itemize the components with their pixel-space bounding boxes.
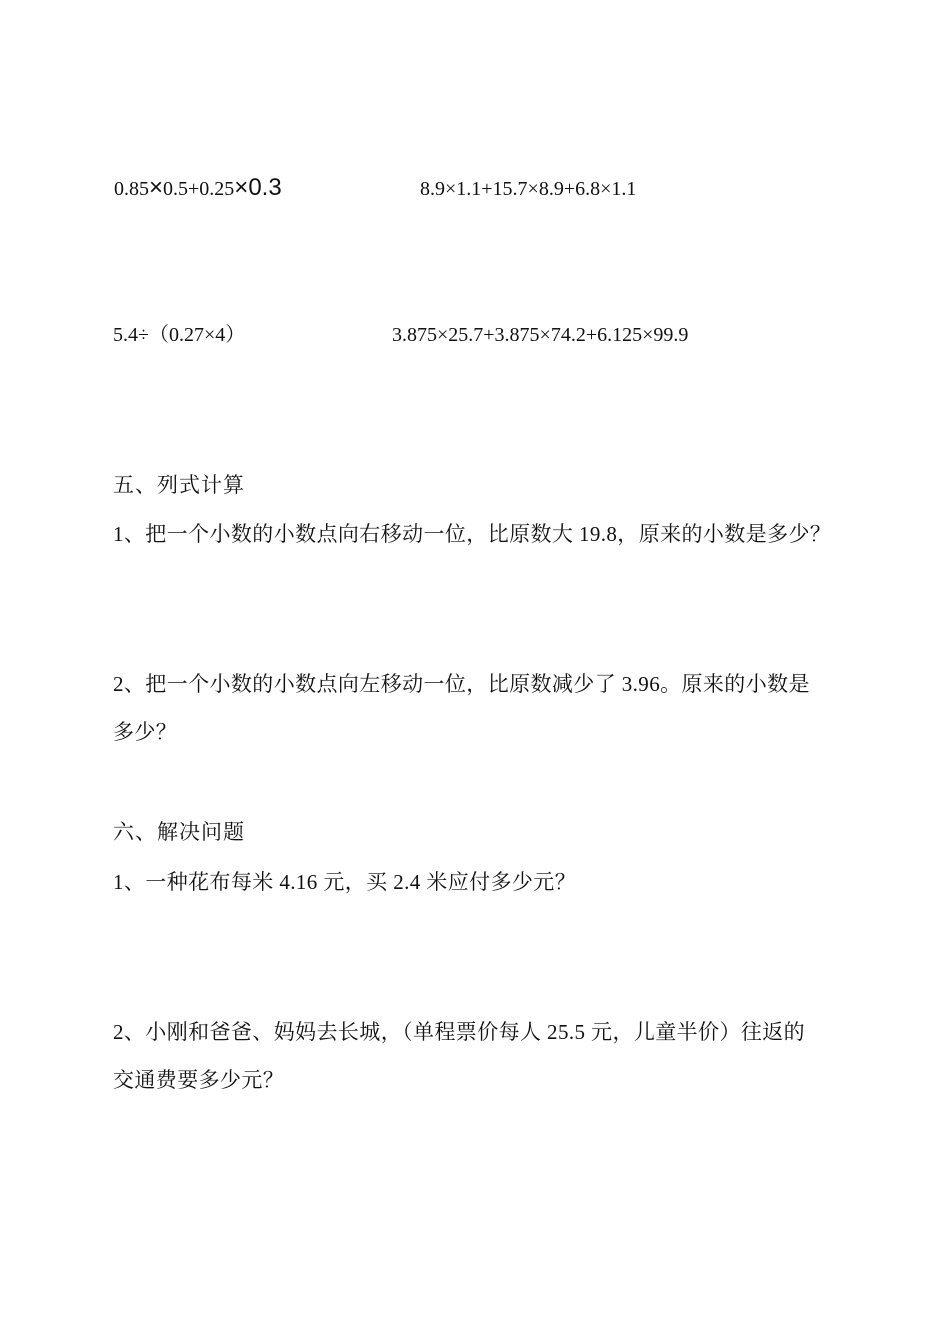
- expression-3: 5.4÷（0.27×4）: [113, 324, 246, 346]
- expression-1-part-1: 0.85: [114, 178, 149, 200]
- section-5-question-2-line-1: 2、把一个小数的小数点向左移动一位，比原数减少了 3.96。原来的小数是: [113, 672, 810, 696]
- section-5-question-1: 1、把一个小数的小数点向右移动一位，比原数大 19.8，原来的小数是多少？: [113, 522, 832, 546]
- expression-1-part-3: 0.5+0.25: [163, 178, 235, 200]
- section-5-heading: 五、列式计算: [113, 473, 245, 497]
- section-6-question-1: 1、一种花布每米 4.16 元，买 2.4 米应付多少元？: [113, 870, 577, 894]
- section-6-heading: 六、解决问题: [113, 820, 245, 844]
- expression-1-part-5: 0.3: [248, 174, 282, 201]
- expression-4: 3.875×25.7+3.875×74.2+6.125×99.9: [392, 324, 689, 346]
- section-6-question-2-line-2: 交通费要多少元？: [113, 1068, 285, 1092]
- section-5-question-2-line-2: 多少？: [113, 720, 178, 744]
- expression-1: [114, 176, 282, 200]
- multiply-sign-1: ×: [149, 174, 164, 201]
- section-6-question-2-line-1: 2、小刚和爸爸、妈妈去长城，（单程票价每人 25.5 元，儿童半价）往返的: [113, 1020, 806, 1044]
- multiply-sign-2: ×: [234, 174, 249, 201]
- expression-2: 8.9×1.1+15.7×8.9+6.8×1.1: [420, 178, 637, 200]
